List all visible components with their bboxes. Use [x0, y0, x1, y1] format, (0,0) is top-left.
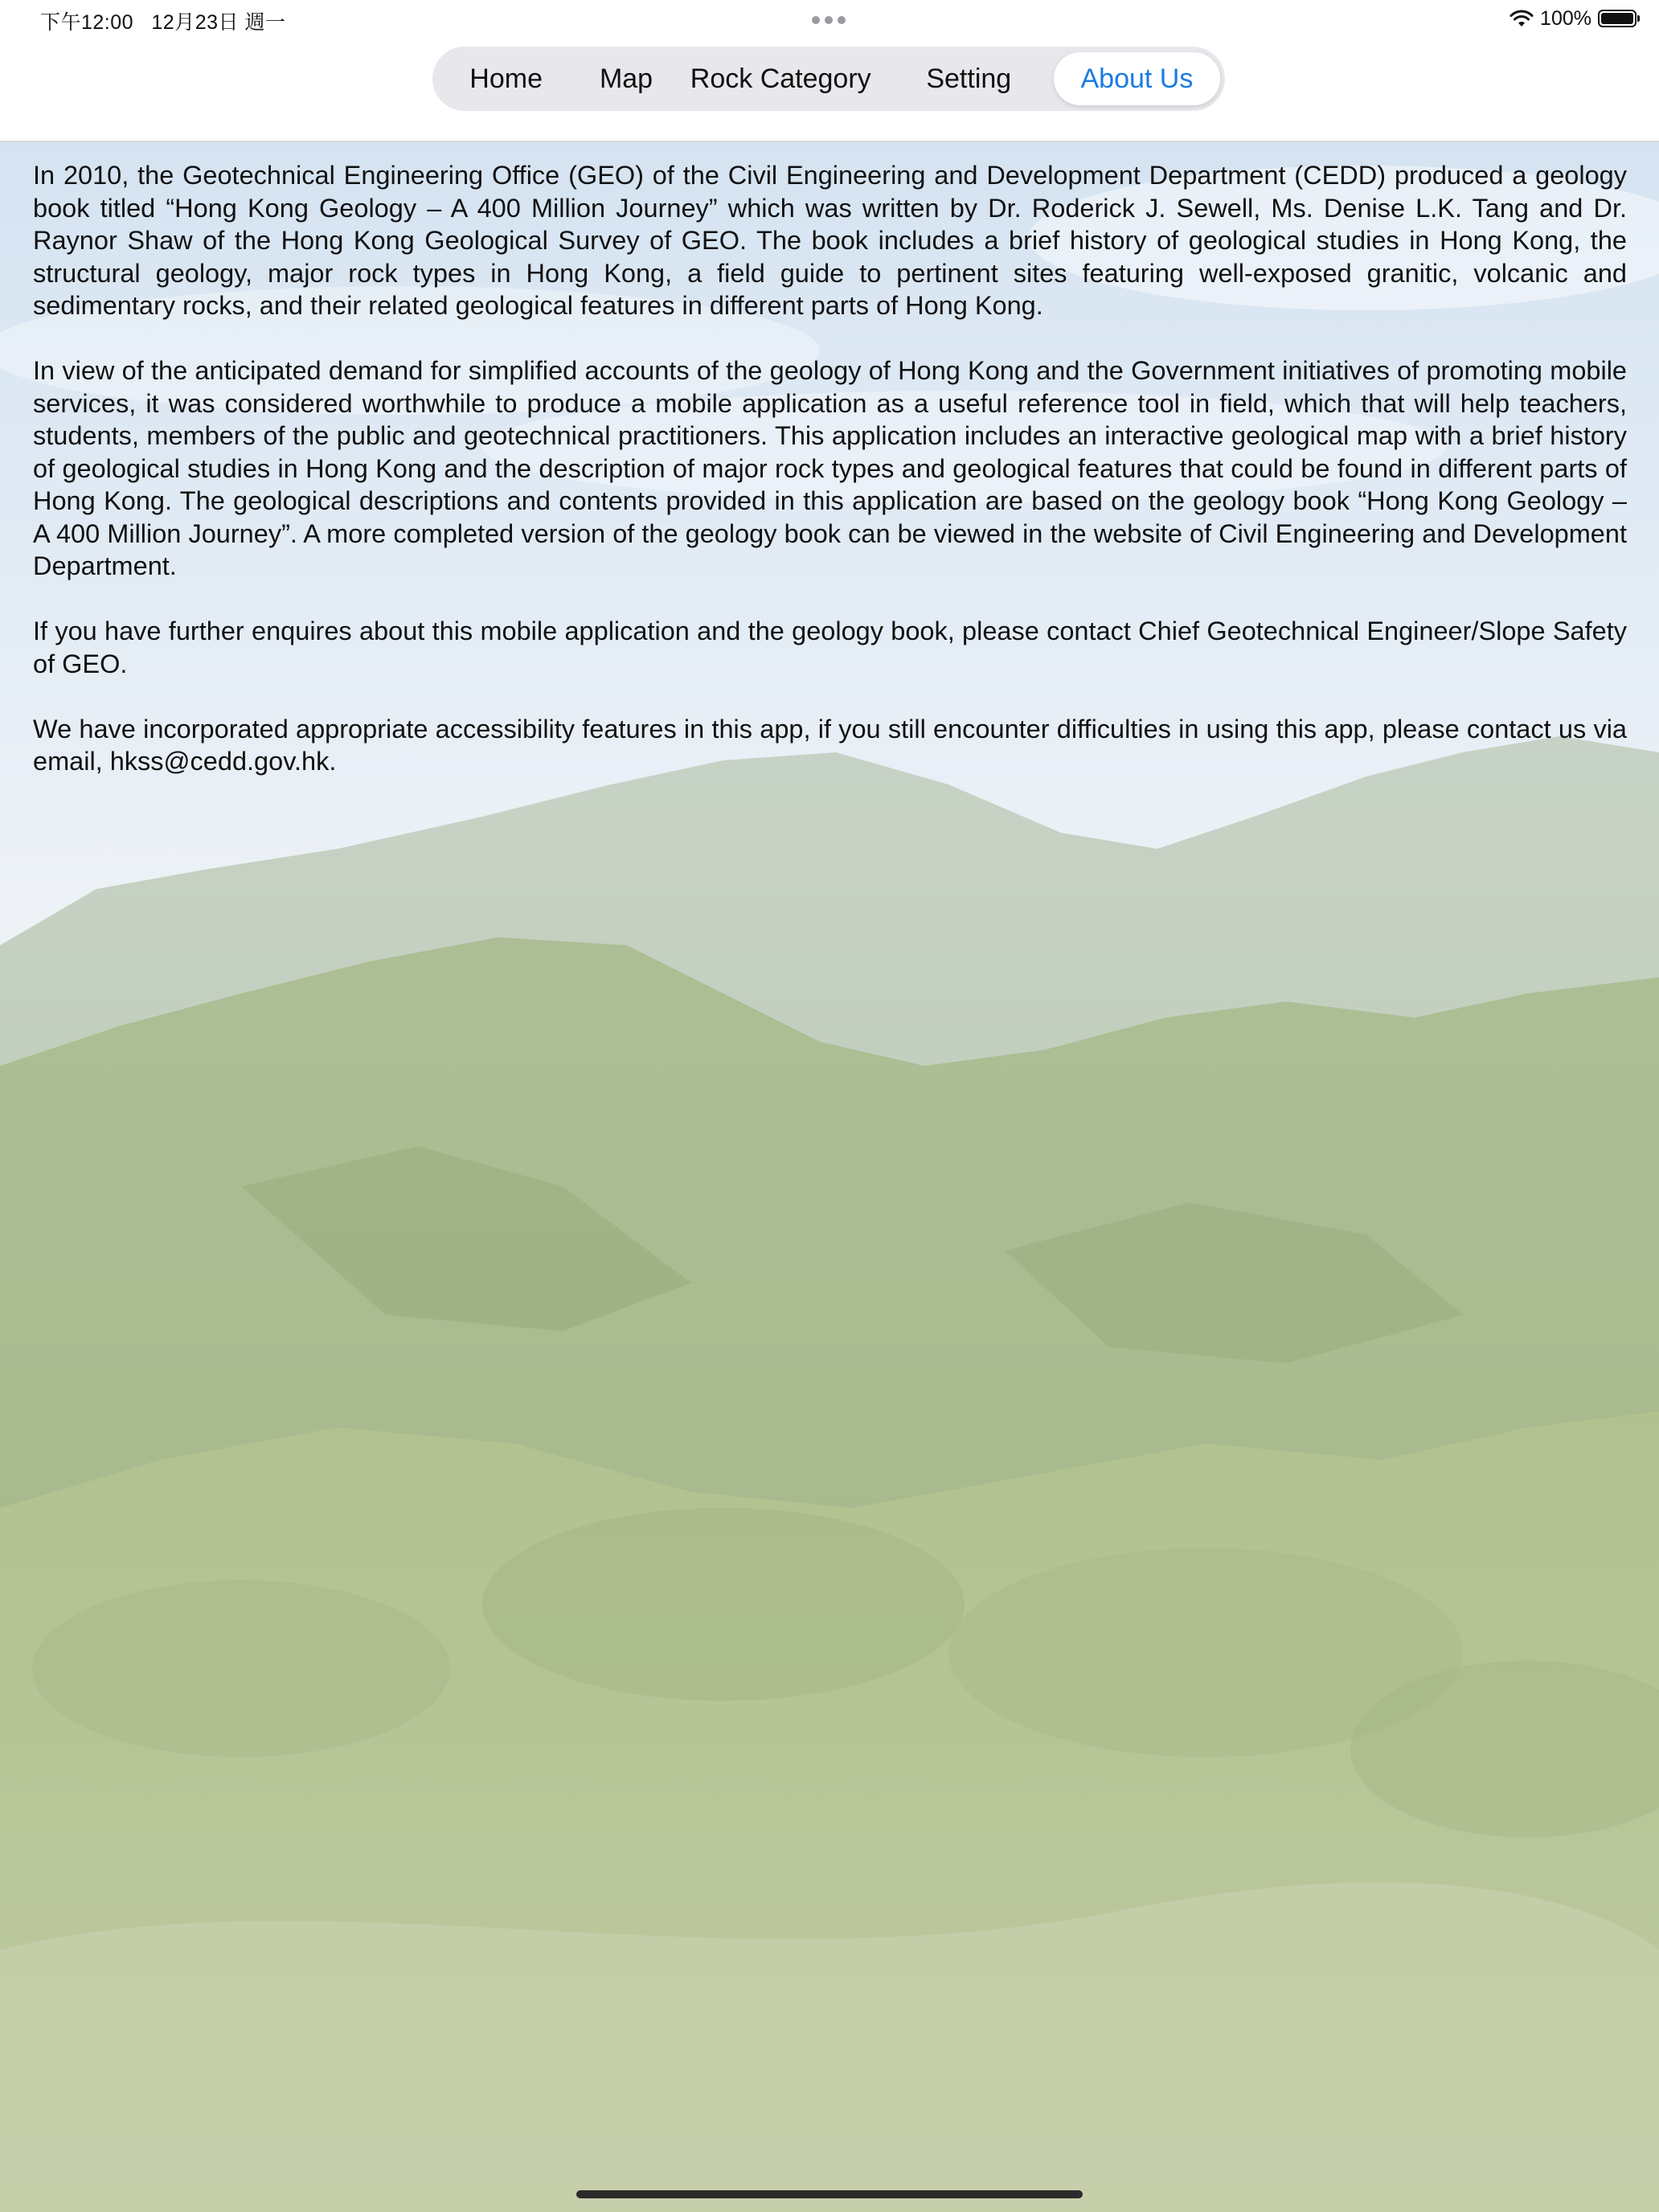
- multitasking-ellipsis-icon[interactable]: [812, 10, 847, 29]
- home-indicator[interactable]: [576, 2190, 1083, 2198]
- about-paragraph-1: In 2010, the Geotechnical Engineering Office (GEO) of the Civil Engineering and Development Department (CEDD) produced a geology book titled “Hong Kong Geology – A 400 Million Journey” which was written by Dr. Roderick J. Sewell, Ms. Denise L.K. Tang and Dr. Raynor Shaw of the Hong Kong Geological Survey of GEO. The book includes a brief history of geological studies in Hong Kong, the structural geology, major rock types in Hong Kong, a field guide to pertinent sites featuring well-exposed granitic, volcanic and sedimentary rocks, and their related geological features in different parts of Hong Kong.: [33, 161, 1627, 320]
- tab-about-us[interactable]: About Us: [1054, 52, 1220, 105]
- wifi-icon: [1509, 9, 1534, 28]
- tab-setting[interactable]: Setting: [926, 63, 1012, 94]
- main-navigation-segmented-control: [432, 47, 1225, 111]
- about-us-content: [33, 159, 1627, 810]
- top-bar: [0, 0, 1659, 142]
- about-paragraph-3: If you have further enquires about this mobile application and the geology book, please contact Chief Geotechnical Engineer/Slope Safety of GEO.: [33, 616, 1627, 678]
- status-bar-time: [40, 6, 285, 35]
- status-time: 下午12:00: [40, 11, 134, 34]
- tab-rock-category[interactable]: Rock Category: [690, 63, 871, 94]
- tab-home[interactable]: Home: [469, 63, 543, 94]
- about-paragraph-4: We have incorporated appropriate accessibility features in this app, if you still encounter difficulties in using this app, please contact us via email, hkss@cedd.gov.hk.: [33, 714, 1627, 776]
- about-paragraph-2: In view of the anticipated demand for simplified accounts of the geology of Hong Kong and the Government initiatives of promoting mobile services, it was considered worthwhile to produce a mobile application as a useful reference tool in field, which that will help teachers, students, members of the public and geotechnical practitioners. This application includes an interactive geological map with a brief history of geological studies in Hong Kong and the description of major rock types and geological features that could be found in different parts of Hong Kong. The geological descriptions and contents provided in this application are based on the geology book “Hong Kong Geology – A 400 Million Journey”. A more completed version of the geology book can be viewed in the website of Civil Engineering and Development Department.: [33, 356, 1627, 580]
- battery-percentage: 100%: [1540, 6, 1591, 30]
- status-bar-indicators: [1509, 5, 1636, 32]
- tab-map[interactable]: Map: [599, 63, 653, 94]
- battery-icon: [1598, 10, 1636, 27]
- status-date: 12月23日 週一: [151, 11, 286, 34]
